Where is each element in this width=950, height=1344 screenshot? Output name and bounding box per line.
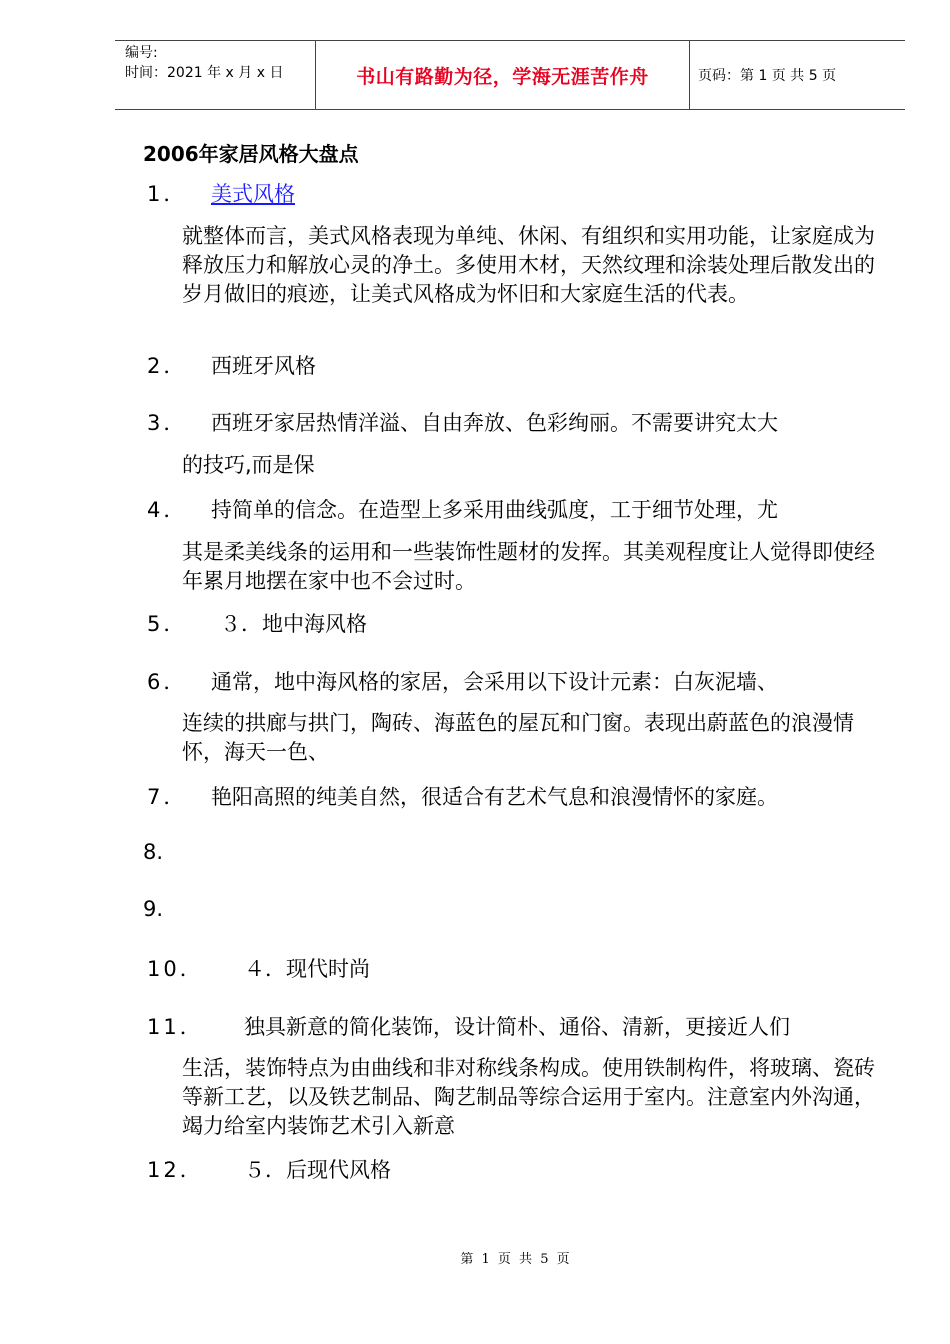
list-text: 艳阳高照的纯美自然，很适合有艺术气息和浪漫情怀的家庭。 [211, 785, 778, 809]
paragraph: 生活，装饰特点为由曲线和非对称线条构成。使用铁制构件，将玻璃、瓷砖等新工艺，以及铁艺制品、陶艺制品等综合运用于室内。注意室内外沟通，竭力给室内装饰艺术引入新意 [182, 1056, 875, 1138]
page-label: 页码：第 1 页 共 5 页 [698, 68, 837, 84]
page-footer: 第 1 页 共 5 页 [460, 1252, 570, 1267]
list-number: 4． [147, 498, 188, 522]
time-label: 时间：2021 年 x 月 x 日 [125, 65, 284, 81]
document-title: 2006年家居风格大盘点 [143, 142, 359, 166]
number-label: 编号: [125, 45, 158, 61]
list-number: 7． [147, 785, 188, 809]
list-number: 11． [147, 1015, 204, 1039]
header-page-cell [690, 41, 905, 109]
header-motto-cell [316, 41, 690, 109]
paragraph: 其是柔美线条的运用和一些装饰性题材的发挥。其美观程度让人觉得即使经年累月地摆在家中也不会过时。 [182, 540, 875, 593]
list-text: 西班牙风格 [211, 354, 316, 378]
paragraph: 就整体而言，美式风格表现为单纯、休闲、有组织和实用功能，让家庭成为释放压力和解放心灵的净土。多使用木材，天然纹理和涂装处理后散发出的岁月做旧的痕迹，让美式风格成为怀旧和大家庭生活的代表。 [182, 224, 875, 306]
list-text: 通常，地中海风格的家居，会采用以下设计元素：白灰泥墙、 [211, 670, 778, 694]
list-number: 10． [147, 957, 204, 981]
list-number: 9. [143, 897, 164, 921]
list-number: 8. [143, 840, 164, 864]
heading-link-american-style[interactable]: 美式风格 [211, 182, 295, 206]
list-number: 2． [147, 354, 188, 378]
paragraph: 连续的拱廊与拱门，陶砖、海蓝色的屋瓦和门窗。表现出蔚蓝色的浪漫情怀，海天一色、 [182, 711, 854, 764]
list-text: 西班牙家居热情洋溢、自由奔放、色彩绚丽。不需要讲究太大 [211, 411, 778, 435]
list-number: 5． [147, 612, 188, 636]
list-number: 1． [147, 182, 188, 206]
header-motto: 书山有路勤为径，学海无涯苦作舟 [356, 65, 649, 88]
list-number: 6． [147, 670, 188, 694]
list-text: ５．后现代风格 [244, 1158, 391, 1182]
list-text: ４．现代时尚 [244, 957, 370, 981]
paragraph: 的技巧,而是保 [182, 453, 315, 477]
list-number: 3． [147, 411, 188, 435]
list-text: 独具新意的简化装饰，设计简朴、通俗、清新，更接近人们 [244, 1015, 790, 1039]
list-text: ３．地中海风格 [220, 612, 367, 636]
page-header [115, 40, 905, 110]
list-text: 持简单的信念。在造型上多采用曲线弧度，工于细节处理，尤 [211, 498, 778, 522]
list-number: 12． [147, 1158, 204, 1182]
header-meta [115, 41, 316, 109]
